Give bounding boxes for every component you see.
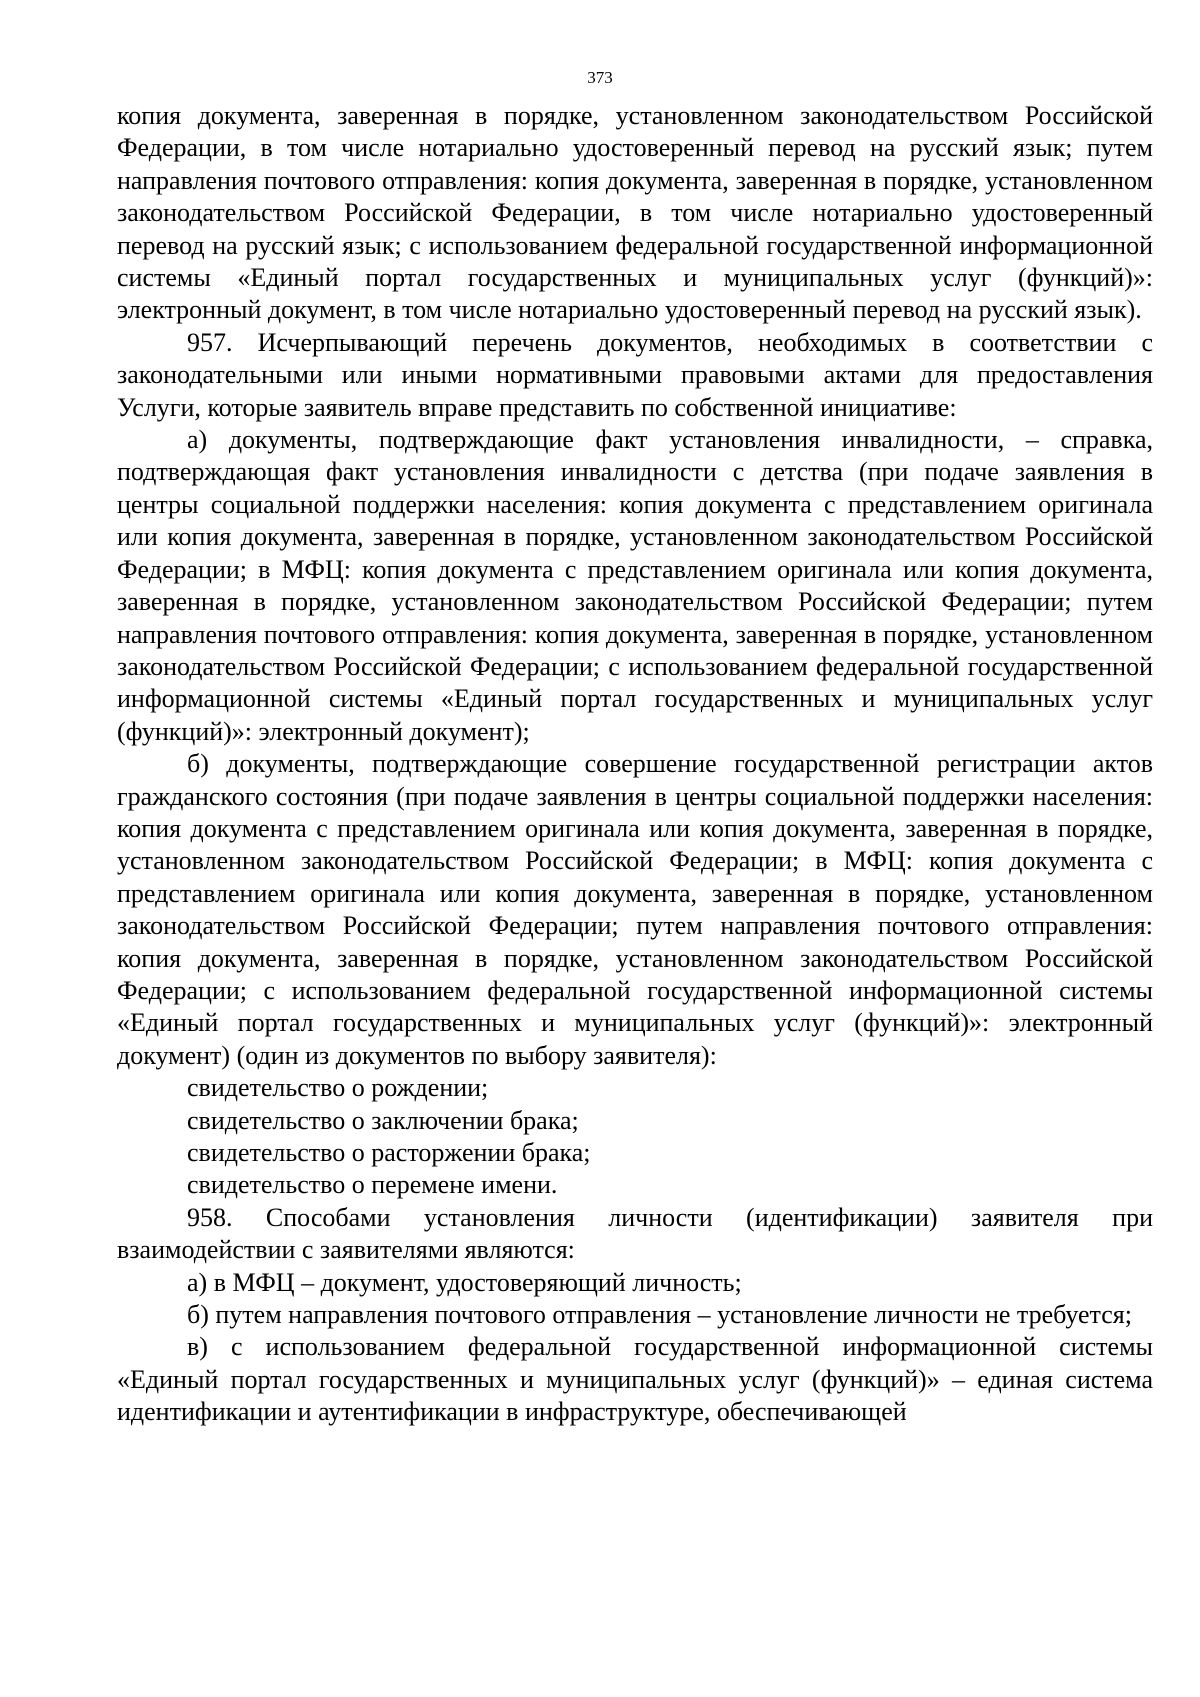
paragraph-957: 957. Исчерпывающий перечень документов, необходимых в соответствии с законодательными или иными нормативными правовыми актами для предоставления Услуги, которые заявитель вправе представить по собственной инициативе:	[117, 327, 1153, 422]
paragraph-958-c: в) с использованием федеральной государственной информационной системы «Единый портал государственных и муниципальных услуг (функций)» – единая система идентификации и аутентификации в инфраструктуре, обеспечивающей	[117, 1332, 1153, 1427]
paragraph-958: 958. Способами установления личности (идентификации) заявителя при взаимодействии с заявителями являются:	[117, 1202, 1153, 1265]
paragraph-958-b: б) путем направления почтового отправления – установление личности не требуется;	[187, 1300, 1132, 1330]
paragraph-958-a: а) в МФЦ – документ, удостоверяющий личность;	[187, 1267, 742, 1297]
page-number: 373	[587, 68, 613, 87]
document-body	[117, 100, 1153, 1429]
list-item-marriage-certificate: свидетельство о заключении брака;	[187, 1105, 579, 1135]
paragraph-957-a: а) документы, подтверждающие факт установления инвалидности, – справка, подтверждающая факт установления инвалидности с детства (при подаче заявления в центры социальной поддержки населения: копия документа с представлением оригинала или копия документа, заверенная в порядке, установленном законодательством Российской Федерации; в МФЦ: копия документа с представлением оригинала или копия документа, заверенная в порядке, установленном законодательством Российской Федерации; путем направления почтового отправления: копия документа, заверенная в порядке, установленном законодательством Российской Федерации; с использованием федеральной государственной информационной системы «Единый портал государственных и муниципальных услуг (функций)»: электронный документ);	[117, 425, 1153, 746]
list-item-birth-certificate: свидетельство о рождении;	[187, 1073, 489, 1103]
list-item-divorce-certificate: свидетельство о расторжении брака;	[187, 1138, 591, 1167]
list-item-name-change-certificate: свидетельство о перемене имени.	[187, 1170, 558, 1200]
paragraph-957-b: б) документы, подтверждающие совершение государственной регистрации актов гражданского состояния (при подаче заявления в центры социальной поддержки населения: копия документа с представлением оригинала или копия документа, заверенная в порядке, установленном законодательством Российской Федерации; в МФЦ: копия документа с представлением оригинала или копия документа, заверенная в порядке, установленном законодательством Российской Федерации; путем направления почтового отправления: копия документа, заверенная в порядке, установленном законодательством Российской Федерации; с использованием федеральной государственной информационной системы «Единый портал государственных и муниципальных услуг (функций)»: электронный документ) (один из документов по выбору заявителя):	[117, 749, 1153, 1070]
paragraph-continuation: копия документа, заверенная в порядке, установленном законодательством Российской Федерации, в том числе нотариально удостоверенный перевод на русский язык; путем направления почтового отправления: копия документа, заверенная в порядке, установленном законодательством Российской Федерации, в том числе нотариально удостоверенный перевод на русский язык; с использованием федеральной государственной информационной системы «Единый портал государственных и муниципальных услуг (функций)»: электронный документ, в том числе нотариально удостоверенный перевод на русский язык).	[117, 101, 1153, 325]
